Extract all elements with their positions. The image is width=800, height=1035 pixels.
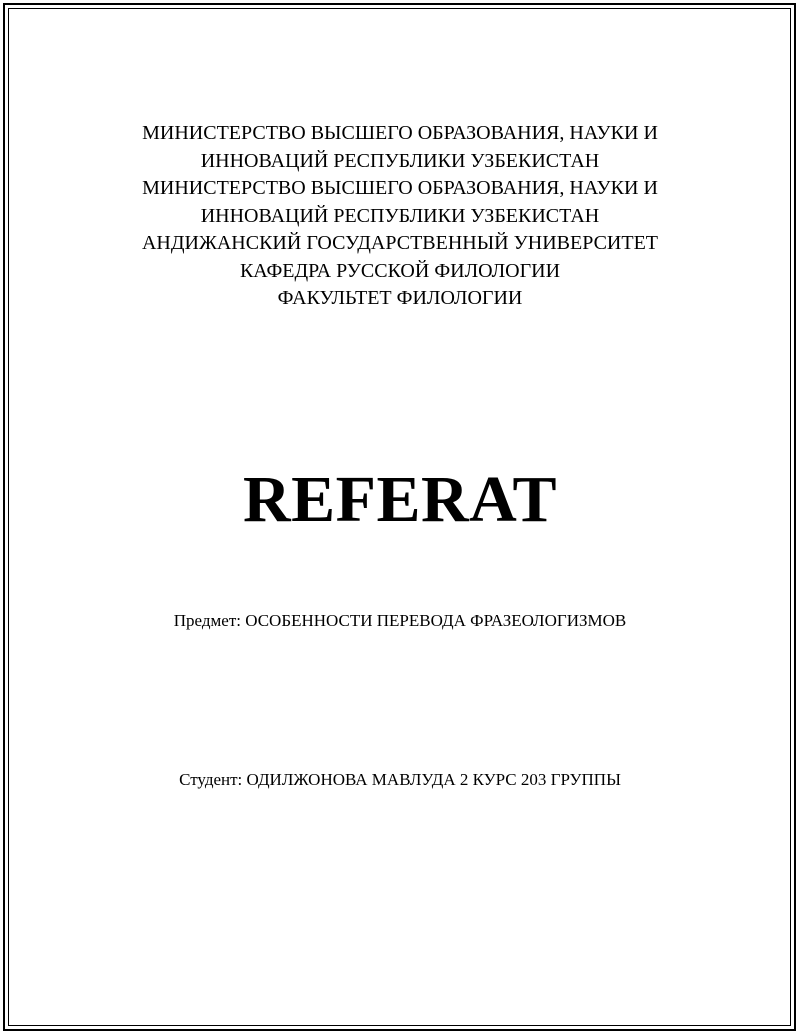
- student-value: ОДИЛЖОНОВА МАВЛУДА 2 КУРС 203 ГРУППЫ: [246, 770, 621, 789]
- header-line-3: МИНИСТЕРСТВО ВЫСШЕГО ОБРАЗОВАНИЯ, НАУКИ И: [142, 177, 658, 199]
- header-line-university: АНДИЖАНСКИЙ ГОСУДАРСТВЕННЫЙ УНИВЕРСИТЕТ: [141, 232, 659, 254]
- header-line-faculty: ФАКУЛЬТЕТ ФИЛОЛОГИИ: [277, 287, 523, 309]
- subject-value: ОСОБЕННОСТИ ПЕРЕВОДА ФРАЗЕОЛОГИЗМОВ: [245, 611, 627, 630]
- header-line-1: МИНИСТЕРСТВО ВЫСШЕГО ОБРАЗОВАНИЯ, НАУКИ И: [142, 122, 658, 144]
- document-title: REFERAT: [243, 463, 557, 536]
- student-label: Студент:: [179, 770, 243, 789]
- subject-label: Предмет:: [173, 611, 241, 630]
- institution-header: [0, 120, 800, 313]
- header-line-department: КАФЕДРА РУССКОЙ ФИЛОЛОГИИ: [239, 259, 561, 282]
- subject-line: [0, 609, 800, 633]
- header-line-4: ИННОВАЦИЙ РЕСПУБЛИКИ УЗБЕКИСТАН: [200, 204, 600, 227]
- header-line-2: ИННОВАЦИЙ РЕСПУБЛИКИ УЗБЕКИСТАН: [200, 149, 600, 172]
- student-line: [0, 768, 800, 792]
